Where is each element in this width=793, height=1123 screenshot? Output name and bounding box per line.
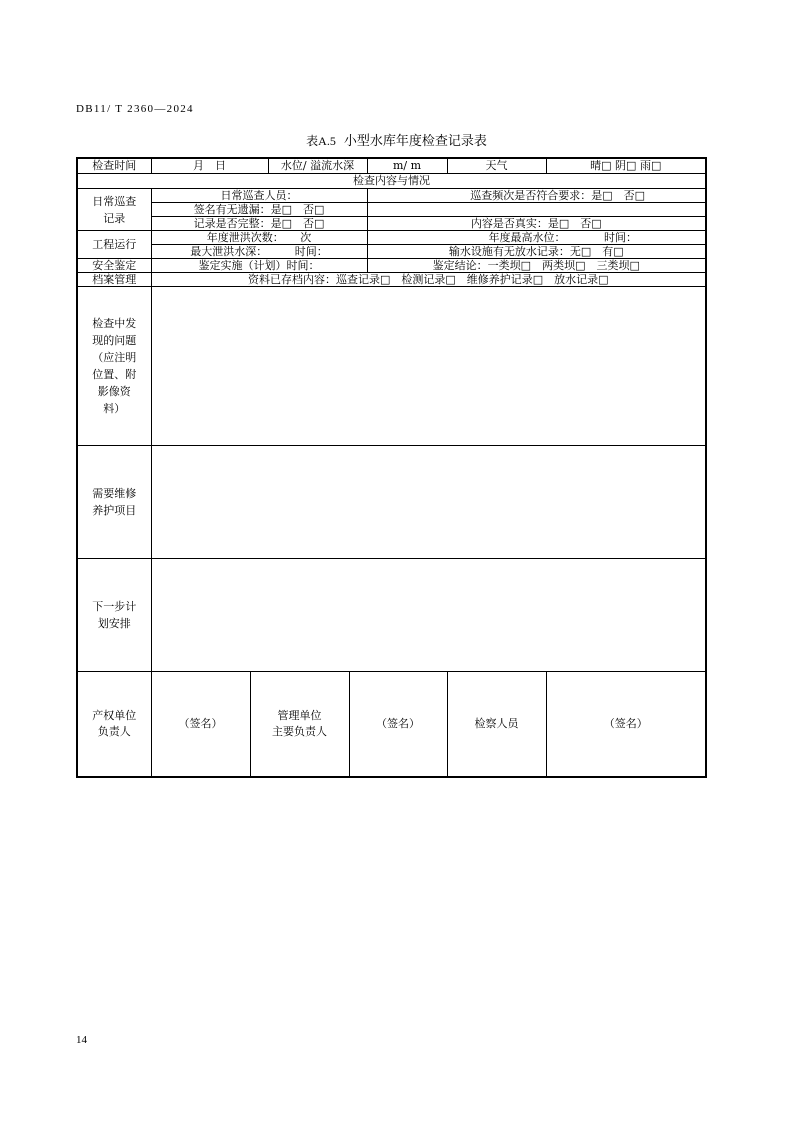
next-plan-label-line: 划安排 xyxy=(97,617,131,630)
row-next-plan xyxy=(77,559,706,672)
inspection-time-label: 检查时间 xyxy=(77,158,151,174)
next-plan-label xyxy=(77,559,151,672)
patrol-frequency-field[interactable]: 巡查频次是否符合要求：是□ 否□ xyxy=(367,189,706,203)
row-daily-patrol-3 xyxy=(77,217,706,231)
problems-found-label xyxy=(77,287,151,446)
daily-patrol-label-line2: 记录 xyxy=(103,211,126,225)
manager-signature-field[interactable]: （签名） xyxy=(349,672,447,778)
row-daily-patrol-2 xyxy=(77,203,706,217)
inspection-date-field[interactable]: 月 日 xyxy=(151,158,268,174)
row-signatures xyxy=(77,672,706,778)
manager-responsible-label xyxy=(250,672,349,778)
row-section-heading xyxy=(77,174,706,189)
owner-responsible-label xyxy=(77,672,151,778)
signature-missing-blank xyxy=(367,203,706,217)
problems-label-line: 现的问题 xyxy=(92,334,137,347)
table-title-text: 小型水库年度检查记录表 xyxy=(343,134,487,149)
page-number: 14 xyxy=(76,1034,87,1046)
problems-label-line: 料） xyxy=(103,402,126,415)
content-truthful-field[interactable]: 内容是否真实：是□ 否□ xyxy=(367,217,706,231)
archive-management-label: 档案管理 xyxy=(77,273,151,287)
archived-content-field[interactable]: 资料已存档内容：巡查记录□ 检测记录□ 维修养护记录□ 放水记录□ xyxy=(151,273,706,287)
table-number: 表A.5 xyxy=(306,134,336,148)
problems-found-entry[interactable] xyxy=(151,287,706,446)
patrol-personnel-field[interactable]: 日常巡查人员： xyxy=(151,189,367,203)
owner-label-line: 产权单位 xyxy=(92,709,137,722)
water-level-label: 水位/ 溢流水深 xyxy=(268,158,367,174)
section-heading: 检查内容与情况 xyxy=(77,174,706,189)
next-plan-entry[interactable] xyxy=(151,559,706,672)
maintenance-label-line: 养护项目 xyxy=(92,504,137,517)
appraisal-conclusion-field[interactable]: 鉴定结论：一类坝□ 两类坝□ 三类坝□ xyxy=(367,259,706,273)
problems-label-line: 影像资 xyxy=(97,385,131,398)
problems-label-line: （应注明 xyxy=(92,351,137,364)
maintenance-items-entry[interactable] xyxy=(151,446,706,559)
row-safety-appraisal xyxy=(77,259,706,273)
standard-code: DB11/ T 2360—2024 xyxy=(76,103,194,115)
max-water-level-field[interactable]: 年度最高水位： 时间： xyxy=(367,231,706,245)
flood-discharge-count-field[interactable]: 年度泄洪次数： 次 xyxy=(151,231,367,245)
weather-label: 天气 xyxy=(447,158,546,174)
manager-label-line: 管理单位 xyxy=(277,709,322,722)
maintenance-items-label xyxy=(77,446,151,559)
manager-label-line: 主要负责人 xyxy=(272,725,327,738)
row-problems-found xyxy=(77,287,706,446)
appraisal-time-field[interactable]: 鉴定实施（计划）时间： xyxy=(151,259,367,273)
inspection-record-table xyxy=(76,157,707,778)
owner-label-line: 负责人 xyxy=(97,725,131,738)
table-title xyxy=(0,130,793,149)
record-complete-field[interactable]: 记录是否完整：是□ 否□ xyxy=(151,217,367,231)
row-archive-management xyxy=(77,273,706,287)
outlet-discharge-record-field[interactable]: 输水设施有无放水记录：无□ 有□ xyxy=(367,245,706,259)
water-level-field[interactable]: m/ m xyxy=(367,158,447,174)
weather-options[interactable]: 晴□ 阴□ 雨□ xyxy=(546,158,706,174)
daily-patrol-label xyxy=(77,189,151,231)
max-discharge-depth-field[interactable]: 最大泄洪水深： 时间： xyxy=(151,245,367,259)
next-plan-label-line: 下一步计 xyxy=(92,600,137,613)
engineering-operation-label: 工程运行 xyxy=(77,231,151,259)
maintenance-label-line: 需要维修 xyxy=(92,487,137,500)
safety-appraisal-label: 安全鉴定 xyxy=(77,259,151,273)
row-inspection-time xyxy=(77,158,706,174)
row-maintenance-items xyxy=(77,446,706,559)
row-engineering-2 xyxy=(77,245,706,259)
problems-label-line: 位置、附 xyxy=(92,368,137,381)
inspector-signature-field[interactable]: （签名） xyxy=(546,672,706,778)
signature-missing-field[interactable]: 签名有无遗漏：是□ 否□ xyxy=(151,203,367,217)
inspector-label: 检察人员 xyxy=(447,672,546,778)
owner-signature-field[interactable]: （签名） xyxy=(151,672,250,778)
row-engineering-1 xyxy=(77,231,706,245)
problems-label-line: 检查中发 xyxy=(92,317,137,330)
daily-patrol-label-line1: 日常巡查 xyxy=(92,194,137,208)
row-daily-patrol-1 xyxy=(77,189,706,203)
